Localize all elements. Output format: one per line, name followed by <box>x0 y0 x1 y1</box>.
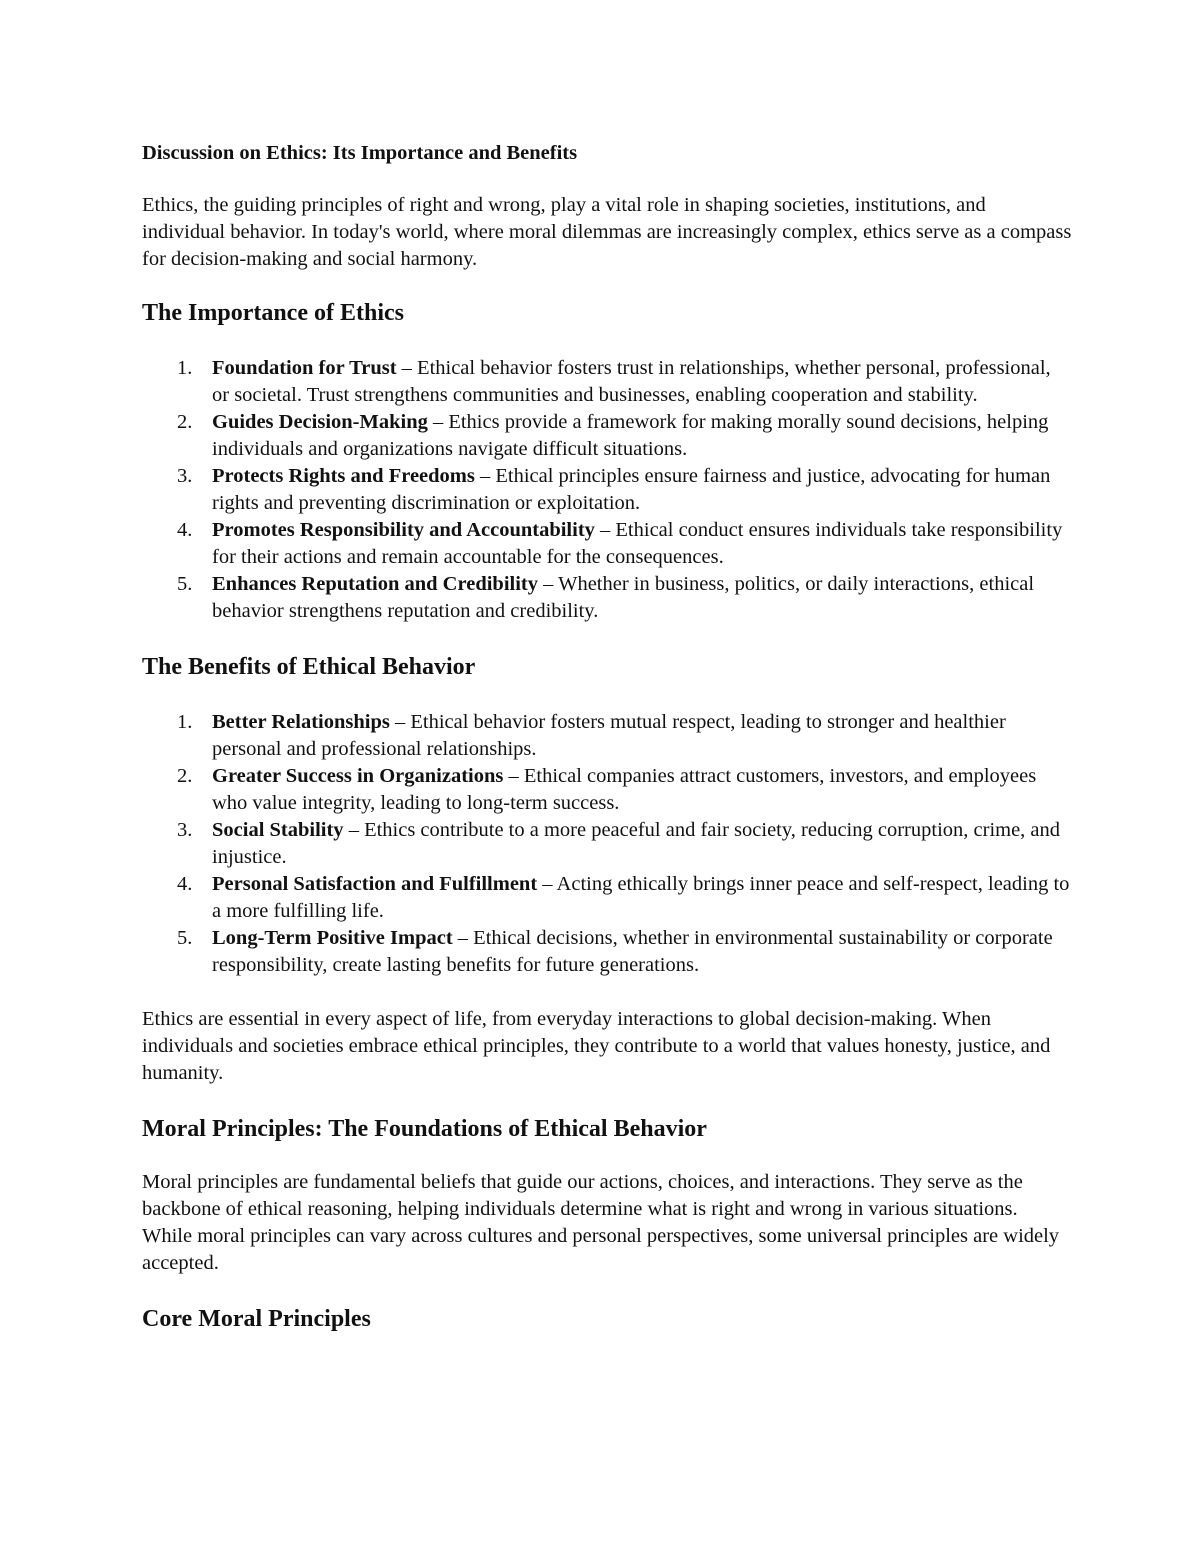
list-number: 1. <box>177 357 193 379</box>
item-text: – Acting ethically brings inner peace and self-respect, leading to a more fulfilling life. <box>212 873 1070 922</box>
item-text: – Ethical behavior fosters mutual respect, leading to stronger and healthier personal and professional relationships. <box>212 711 1006 760</box>
moral-principles-heading: Moral Principles: The Foundations of Ethical Behavior <box>142 1116 707 1142</box>
item-term: Personal Satisfaction and Fulfillment <box>212 873 538 895</box>
list-number: 2. <box>177 411 193 433</box>
list-number: 5. <box>177 573 193 595</box>
item-term: Foundation for Trust <box>212 357 397 379</box>
item-text: – Ethics provide a framework for making morally sound decisions, helping individuals and organizations navigate difficult situations. <box>212 411 1049 460</box>
intro-paragraph: Ethics, the guiding principles of right and wrong, play a vital role in shaping societies, institutions, and individual behavior. In today's world, where moral dilemmas are increasingly complex, ethics serve as a compass for decision-making and social harmony. <box>142 194 1072 270</box>
list-number: 1. <box>177 711 193 733</box>
core-principles-heading: Core Moral Principles <box>142 1306 371 1332</box>
item-term: Promotes Responsibility and Accountability <box>212 519 595 541</box>
item-term: Protects Rights and Freedoms <box>212 465 475 487</box>
list-number: 4. <box>177 519 193 541</box>
list-item <box>142 517 1072 571</box>
item-text: – Ethical principles ensure fairness and justice, advocating for human rights and preventing discrimination or exploitation. <box>212 465 1051 514</box>
item-text: – Ethics contribute to a more peaceful and fair society, reducing corruption, crime, and injustice. <box>212 819 1061 868</box>
list-number: 3. <box>177 819 193 841</box>
item-term: Better Relationships <box>212 711 390 733</box>
item-text: – Ethical decisions, whether in environmental sustainability or corporate responsibility, create lasting benefits for future generations. <box>212 927 1053 976</box>
item-term: Guides Decision-Making <box>212 411 428 433</box>
list-item <box>142 463 1072 517</box>
item-text: – Ethical companies attract customers, investors, and employees who value integrity, leading to long-term success. <box>212 765 1037 814</box>
importance-list <box>142 355 1072 625</box>
list-item <box>142 571 1072 625</box>
list-item <box>142 355 1072 409</box>
item-text: – Ethical behavior fosters trust in relationships, whether personal, professional, or societal. Trust strengthens communities and businesses, enabling cooperation and stability. <box>212 357 1051 406</box>
list-number: 5. <box>177 927 193 949</box>
document-page <box>142 140 1072 1334</box>
benefits-heading: The Benefits of Ethical Behavior <box>142 654 476 680</box>
benefits-list <box>142 709 1072 979</box>
item-text: – Whether in business, politics, or daily interactions, ethical behavior strengthens reputation and credibility. <box>212 573 1035 622</box>
importance-heading: The Importance of Ethics <box>142 300 404 326</box>
list-item <box>142 871 1072 925</box>
list-item <box>142 709 1072 763</box>
conclusion-paragraph: Ethics are essential in every aspect of life, from everyday interactions to global decision-making. When individuals and societies embrace ethical principles, they contribute to a world that values honesty, justice, and humanity. <box>142 1008 1051 1084</box>
item-term: Social Stability <box>212 819 344 841</box>
list-item <box>142 763 1072 817</box>
item-term: Long-Term Positive Impact <box>212 927 453 949</box>
list-item <box>142 409 1072 463</box>
list-number: 3. <box>177 465 193 487</box>
item-term: Greater Success in Organizations <box>212 765 504 787</box>
list-item <box>142 925 1072 979</box>
list-number: 2. <box>177 765 193 787</box>
item-term: Enhances Reputation and Credibility <box>212 573 538 595</box>
moral-principles-paragraph: Moral principles are fundamental beliefs that guide our actions, choices, and interactions. They serve as the backbone of ethical reasoning, helping individuals determine what is right and wrong in various situations. While moral principles can vary across cultures and personal perspectives, some universal principles are widely accepted. <box>142 1171 1060 1274</box>
document-title: Discussion on Ethics: Its Importance and Benefits <box>142 142 578 164</box>
list-item <box>142 817 1072 871</box>
list-number: 4. <box>177 873 193 895</box>
item-text: – Ethical conduct ensures individuals take responsibility for their actions and remain accountable for the consequences. <box>212 519 1063 568</box>
